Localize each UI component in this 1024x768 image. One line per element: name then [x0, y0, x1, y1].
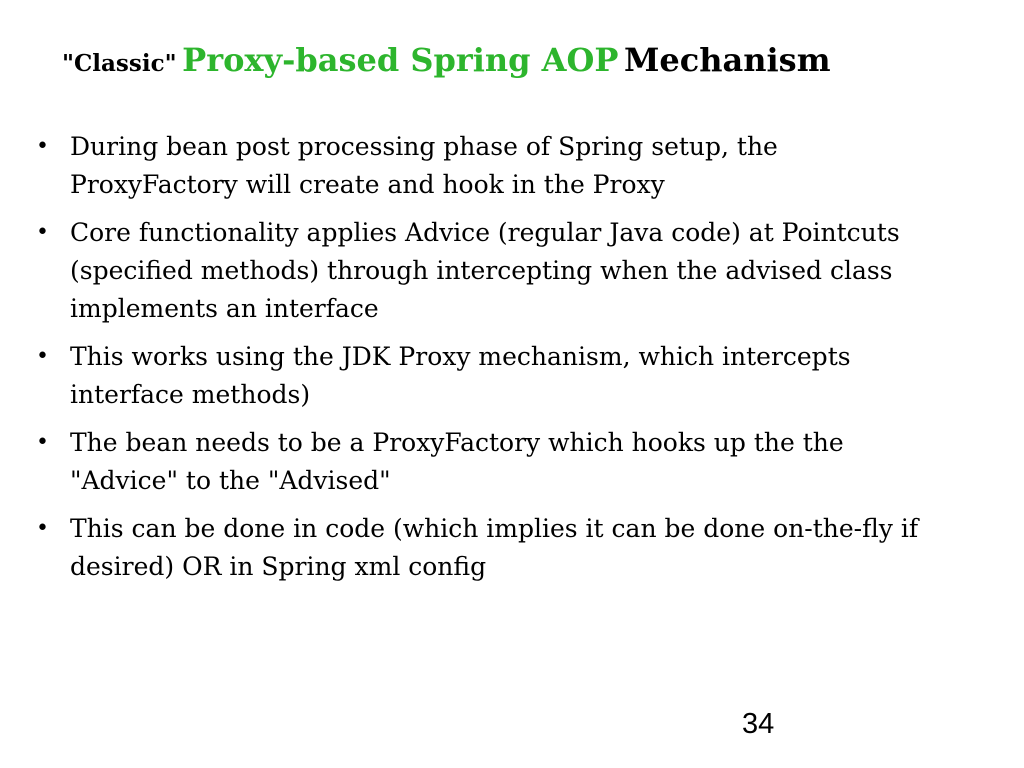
bullet-item	[36, 214, 936, 328]
bullet-text: The bean needs to be a ProxyFactory which hooks up the the "Advice" to the "Advised"	[70, 428, 844, 495]
bullet-text: During bean post processing phase of Spring setup, the ProxyFactory will create and hook in the Proxy	[70, 132, 778, 199]
bullet-icon: •	[36, 220, 49, 245]
bullet-item	[36, 510, 936, 586]
bullet-list	[36, 128, 936, 596]
bullet-text: This can be done in code (which implies it can be done on-the-fly if desired) OR in Spring xml config	[70, 514, 919, 581]
bullet-item	[36, 128, 936, 204]
bullet-item	[36, 338, 936, 414]
bullet-icon: •	[36, 516, 49, 541]
title-prefix: "Classic"	[62, 50, 177, 77]
title-highlight: Proxy-based Spring AOP	[182, 41, 619, 79]
bullet-icon: •	[36, 134, 49, 159]
slide-title	[62, 41, 831, 79]
page-number: 34	[742, 708, 775, 740]
bullet-text: Core functionality applies Advice (regular Java code) at Pointcuts (specified methods) through intercepting when the advised class implements an interface	[70, 218, 900, 323]
title-suffix: Mechanism	[623, 41, 831, 79]
bullet-text: This works using the JDK Proxy mechanism, which intercepts interface methods)	[70, 342, 851, 409]
bullet-icon: •	[36, 430, 49, 455]
bullet-icon: •	[36, 344, 49, 369]
bullet-item	[36, 424, 936, 500]
